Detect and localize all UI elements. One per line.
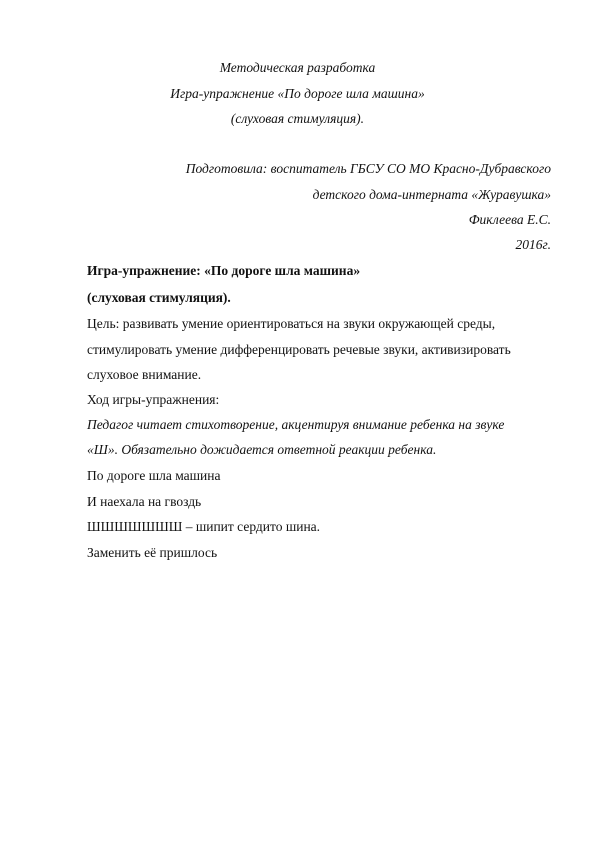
- goal-line-2: стимулировать умение дифференцировать речевые звуки, активизировать: [87, 342, 511, 357]
- body-subtitle: (слуховая стимуляция).: [87, 290, 231, 305]
- goal-line-1: Цель: развивать умение ориентироваться на звуки окружающей среды,: [87, 316, 496, 331]
- author-line-2: детского дома-интерната «Журавушка»: [312, 187, 551, 202]
- poem-line-4: Заменить её пришлось: [87, 545, 218, 560]
- author-line-1: Подготовила: воспитатель ГБСУ СО МО Красно-Дубравского: [185, 161, 551, 176]
- author-name: Фиклеева Е.С.: [468, 212, 551, 227]
- poem-line-3: ШШШШШШШ – шипит сердито шина.: [87, 519, 321, 534]
- goal-line-3: слуховое внимание.: [87, 367, 202, 382]
- author-year: 2016г.: [515, 237, 551, 252]
- header-line-2: Игра-упражнение «По дороге шла машина»: [170, 86, 425, 101]
- poem-line-2: И наехала на гвоздь: [87, 494, 202, 509]
- header-line-3: (слуховая стимуляция).: [230, 111, 365, 126]
- header-line-1: Методическая разработка: [219, 60, 376, 75]
- body-title: Игра-упражнение: «По дороге шла машина»: [87, 263, 361, 278]
- instruction-line-2: «Ш». Обязательно дожидается ответной реакции ребенка.: [87, 442, 437, 457]
- course-heading: Ход игры-упражнения:: [87, 392, 220, 407]
- instruction-line-1: Педагог читает стихотворение, акцентируя внимание ребенка на звуке: [87, 417, 505, 432]
- poem-line-1: По дороге шла машина: [87, 468, 221, 483]
